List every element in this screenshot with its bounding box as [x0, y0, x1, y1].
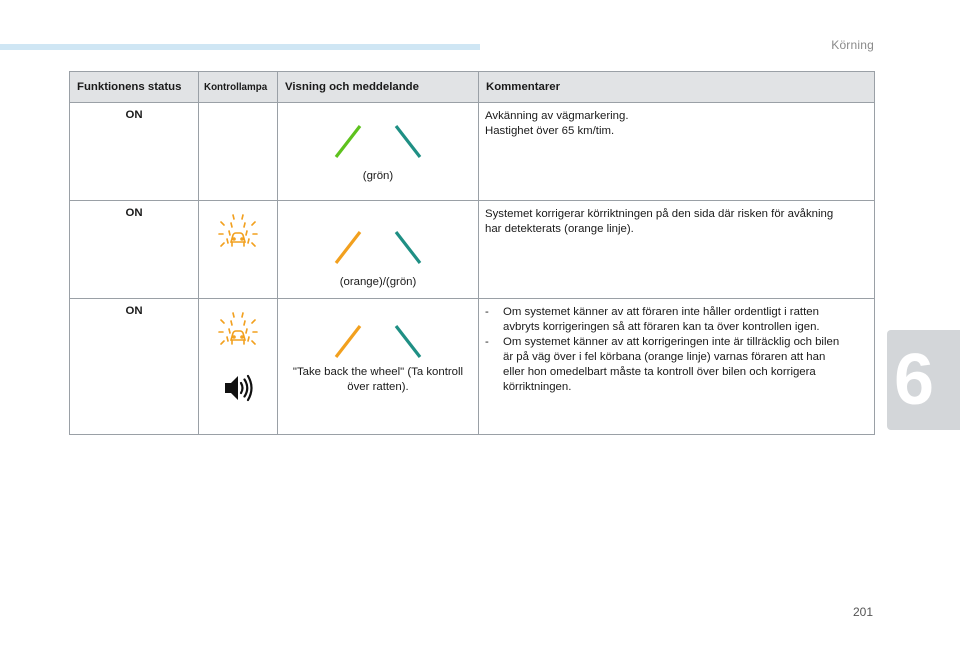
display-cell: [278, 103, 479, 201]
lane-departure-warning-icon: [218, 310, 258, 350]
display-cell: [278, 299, 479, 435]
display-caption: (grön): [362, 170, 394, 182]
table-row: [70, 103, 875, 201]
lane-departure-warning-icon: [218, 212, 258, 252]
lamp-cell: [199, 201, 278, 299]
comment-cell: Avkänning av vägmarkering. Hastighet över 65 km/tim.: [479, 103, 875, 201]
header-comment: Kommentarer: [479, 72, 875, 103]
status-cell: ON: [70, 299, 199, 435]
lamp-cell: [199, 103, 278, 201]
comment-cell: Systemet korrigerar körriktningen på den sida där risken för avåkning har detekterats (orange linje).: [479, 201, 875, 299]
page-number: 201: [852, 605, 873, 619]
header-lamp: Kontrollampa: [199, 72, 278, 103]
table-header-row: [70, 72, 875, 103]
display-caption: (orange)/(grön): [339, 276, 417, 288]
lane-lines-orange-green-icon: [334, 323, 422, 359]
comment-list: [485, 305, 866, 395]
speaker-icon: [223, 373, 253, 403]
section-title: Körning: [831, 38, 874, 52]
header-status: Funktionens status: [70, 72, 199, 103]
status-table: [69, 71, 875, 435]
table-row: [70, 299, 875, 435]
status-cell: ON: [70, 103, 199, 201]
lamp-cell: [199, 299, 278, 435]
header-accent-bar: [0, 44, 480, 50]
table-row: [70, 201, 875, 299]
display-cell: [278, 201, 479, 299]
list-item: - Om systemet känner av att korrigeringen inte är tillräcklig och bilen är på väg över i fel körbana (orange linje) varnas föraren att han eller hon omedelbart måste ta kontroll över bilen och korrigera körriktningen.: [485, 336, 840, 393]
chapter-number: 6: [894, 340, 935, 420]
lane-lines-green-icon: [334, 123, 422, 159]
status-cell: ON: [70, 201, 199, 299]
lane-lines-orange-green-icon: [334, 229, 422, 265]
display-caption: "Take back the wheel" (Ta kontroll över ratten).: [292, 366, 464, 393]
list-item: - Om systemet känner av att föraren inte håller ordentligt i ratten avbryts korrigeringen så att föraren kan ta över kontrollen igen.: [485, 306, 820, 333]
comment-cell: [479, 299, 875, 435]
header-display: Visning och meddelande: [278, 72, 479, 103]
